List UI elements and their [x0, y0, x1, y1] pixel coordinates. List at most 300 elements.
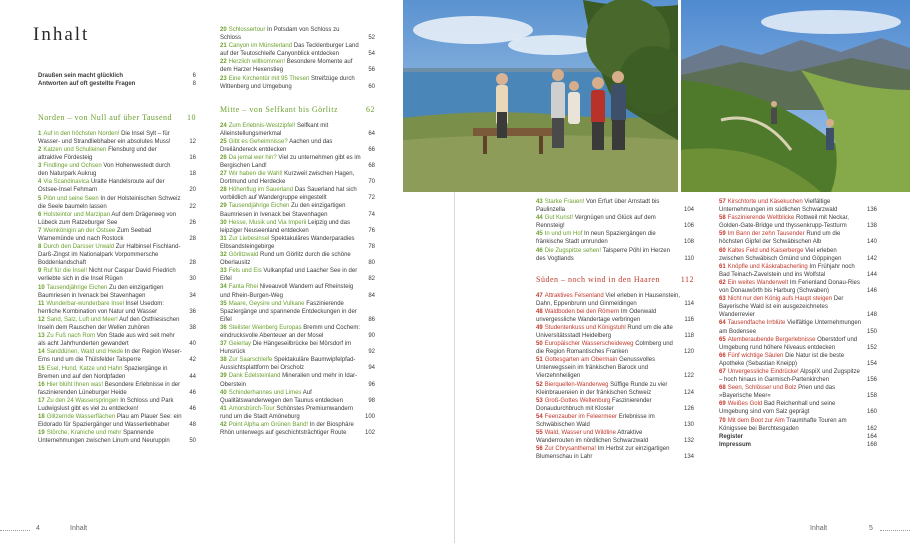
toc-entry-text [220, 42, 365, 58]
toc-entry-number: 54 [536, 413, 543, 420]
toc-entry[interactable] [38, 211, 196, 227]
toc-entry-number: 15 [38, 365, 45, 372]
toc-entry-description: Zu den einzigartigen Baumriesen in Ivenack bei Stavenhagen [38, 284, 164, 299]
toc-entry-title: Geierlay [228, 341, 252, 348]
section-heading-south [536, 275, 694, 286]
toc-entry-title: Hesse, Musik und Via Imperii [228, 219, 307, 226]
toc-entry-page: 126 [683, 405, 694, 412]
toc-entry-text [220, 283, 365, 299]
toc-entry-title: Glitzernde Wasserflächen [46, 414, 116, 421]
footer-rule-left [0, 530, 30, 531]
toc-entry-title: Wir haben die Wahl! [228, 171, 283, 178]
toc-entry-text [719, 319, 867, 335]
toc-entry-number: 39 [220, 373, 227, 380]
toc-entry-text [38, 429, 186, 445]
toc-entry[interactable] [220, 75, 375, 91]
toc-entry[interactable] [719, 214, 877, 230]
toc-entry[interactable] [220, 251, 375, 267]
toc-entry-title: Höhenflug im Sauerland [228, 187, 294, 194]
toc-entry-text [220, 300, 365, 324]
section-title: Norden – von Null auf über Tausend [38, 113, 173, 122]
toc-entry-page: 104 [683, 207, 694, 214]
toc-entry[interactable] [719, 400, 877, 416]
appendix-entry-page: 164 [866, 433, 877, 440]
toc-entry-page: 140 [866, 239, 877, 246]
toc-entry[interactable] [220, 138, 375, 154]
toc-entry-title: Sanddünen, Wald und Heide [46, 349, 124, 356]
toc-entry[interactable] [220, 389, 375, 405]
toc-entry[interactable] [220, 26, 375, 42]
toc-entry-title: Steilster Weinberg Europas [228, 324, 302, 331]
toc-entry-title: Gibt es Geheimnisse? [228, 138, 288, 145]
toc-entry[interactable] [220, 154, 375, 170]
footer-rule-right [880, 530, 910, 531]
toc-entry-number: 5 [38, 195, 42, 202]
toc-entry-title: Starke Frauen! [544, 199, 585, 205]
toc-entry-text [719, 400, 867, 416]
footer-right-label: Inhalt [810, 525, 828, 532]
toc-list [536, 198, 694, 263]
toc-entry-description: In der Holsteinischen Schweiz die Seele baumeln lassen [38, 195, 181, 210]
toc-entry-description: Insel Usedom: herrliche Kombination von Natur und Wasser [38, 300, 164, 315]
toc-entry-page: 150 [866, 328, 877, 335]
toc-entry-page: 28 [189, 260, 196, 267]
toc-entry-text [220, 58, 365, 74]
section-page: 10 [187, 113, 196, 122]
toc-entry-number: 58 [719, 215, 726, 222]
toc-entry-page: 146 [866, 288, 877, 295]
toc-entry-description: Zu den einzigartigen Baumriesen in Ivenack bei Stavenhagen [220, 203, 346, 218]
toc-entry[interactable] [220, 186, 375, 202]
toc-entry[interactable] [38, 178, 196, 194]
toc-entry-description: Im Odenwald unvergessliche Wandertage verbringen [536, 308, 657, 323]
toc-entry-page: 60 [368, 83, 375, 90]
toc-entry-number: 22 [220, 59, 227, 66]
toc-entry[interactable] [38, 146, 196, 162]
toc-entry-text [38, 316, 186, 332]
toc-entry[interactable] [38, 348, 196, 364]
toc-entry-title: Herzlich willkommen! [228, 59, 286, 66]
toc-entry[interactable] [536, 429, 694, 445]
toc-entry-page: 64 [368, 130, 375, 137]
toc-entry-title: Via Scandinavica [43, 179, 90, 186]
toc-entry[interactable] [220, 324, 375, 340]
toc-entry-description: Rund um die höchsten Gipfel der Schwäbischen Alb [719, 231, 841, 246]
toc-entry-page: 130 [683, 422, 694, 429]
mountain-trail-photo [681, 0, 910, 192]
toc-entry-title: In und um Hof [544, 231, 583, 238]
toc-entry-title: Wunderbar-wunderbare Insel [46, 300, 124, 307]
toc-entry[interactable] [536, 292, 694, 308]
toc-entry-number: 65 [719, 336, 726, 343]
toc-entry-page: 76 [368, 227, 375, 234]
toc-entry-description: In der Region Weser-Ems rund um die Thülsfelder Talsperre [38, 349, 182, 364]
toc-entry-description: Erlebnisse im Schwäbischen Wald [536, 413, 655, 429]
toc-column-1 [38, 104, 196, 524]
toc-entry[interactable] [220, 300, 375, 324]
toc-entry-number: 66 [719, 352, 726, 359]
toc-entry-description: Aachen und das Dreiländereck entdecken [220, 138, 333, 153]
toc-entry-text [220, 267, 365, 283]
toc-entry[interactable] [38, 429, 196, 445]
toc-list [719, 198, 877, 433]
toc-entry-page: 136 [866, 207, 877, 214]
toc-entry[interactable] [220, 356, 375, 372]
section-heading-north [38, 113, 196, 124]
toc-entry[interactable] [38, 267, 196, 283]
toc-entry-page: 42 [189, 357, 196, 364]
toc-entry-text [38, 348, 186, 364]
toc-entry-number: 40 [220, 389, 227, 396]
toc-entry-text [536, 198, 684, 214]
toc-entry-page: 70 [368, 179, 375, 186]
hikers-group-photo [403, 0, 678, 192]
toc-entry-number: 60 [719, 247, 726, 254]
toc-entry[interactable] [220, 122, 375, 138]
toc-entry-title: Groß-Gottes Weltenburg [544, 397, 611, 404]
toc-entry-number: 37 [220, 341, 227, 348]
toc-entry-number: 55 [536, 430, 543, 437]
toc-entry-number: 62 [719, 279, 726, 286]
toc-entry-page: 102 [364, 430, 375, 437]
toc-entry-description: In neun Spaziergängen die fränkische Stadt umrunden [536, 231, 656, 246]
toc-entry-page: 120 [683, 349, 694, 356]
toc-entry-text [38, 130, 186, 146]
toc-entry-text [536, 214, 684, 230]
toc-entry-text [536, 308, 684, 324]
toc-entry-title: Zur Chrysanthema! [544, 446, 597, 453]
toc-entry-text [719, 417, 867, 433]
toc-entry[interactable] [220, 405, 375, 421]
toc-entry-number: 49 [536, 324, 543, 331]
toc-entry-description: Traumhafte Touren am Königssee bei Berchtesgaden [719, 417, 847, 432]
toc-entry[interactable] [536, 445, 694, 461]
toc-entry-title: Tausendjährige Eichen [46, 284, 108, 291]
toc-entry-text [719, 214, 867, 230]
section-title: Süden – noch wind in den Haaren [536, 274, 660, 284]
toc-entry-page: 152 [866, 344, 877, 351]
toc-entry[interactable] [38, 195, 196, 211]
toc-entry[interactable] [220, 219, 375, 235]
toc-entry-description: Im Herbst zur einzigartigen Blumenschau in Lahr [536, 446, 670, 461]
toc-entry[interactable] [220, 170, 375, 186]
toc-entry-number: 53 [536, 397, 543, 404]
toc-entry-description: Schönstes Premiumwandern rund um die Stadt Amöneburg [220, 405, 354, 420]
toc-entry[interactable] [719, 295, 877, 319]
intro-entry-text: Draußen sein macht glücklich [38, 73, 124, 79]
toc-entry-title: Schinderhannes und Limes [228, 389, 302, 396]
section-page: 62 [366, 104, 375, 114]
toc-entry-description: Flensburg und der attraktive Fördesteig [38, 146, 157, 162]
toc-entry-text [220, 389, 365, 405]
toc-entry-number: 6 [38, 211, 42, 218]
toc-entry-page: 72 [368, 195, 375, 202]
toc-entry-description: Nicht nur Caspar David Friedrich verliebte sich in die Insel Rügen [38, 268, 176, 283]
toc-entry-number: 43 [536, 199, 543, 205]
toc-entry[interactable] [719, 230, 877, 246]
toc-entry-page: 12 [189, 138, 196, 145]
toc-entry-number: 1 [38, 130, 42, 137]
toc-entry-page: 122 [683, 373, 694, 380]
toc-entry[interactable] [38, 162, 196, 178]
toc-entry-page: 46 [189, 405, 196, 412]
toc-entry[interactable] [220, 235, 375, 251]
toc-entry-page: 162 [866, 425, 877, 432]
toc-entry[interactable] [38, 300, 196, 316]
toc-entry[interactable] [536, 230, 694, 246]
toc-entry-title: Da jemal wer hin? [228, 154, 277, 161]
toc-entry[interactable] [38, 413, 196, 429]
toc-entry-number: 38 [220, 357, 227, 364]
toc-entry-number: 41 [220, 405, 227, 412]
toc-entry-text [38, 243, 186, 267]
toc-entry-number: 30 [220, 219, 227, 226]
toc-list [38, 130, 196, 446]
toc-entry-title: Maare, Geysire und Vulkane [228, 300, 305, 307]
intro-entry-page: 6 [192, 73, 196, 79]
toc-entry[interactable] [536, 198, 694, 214]
toc-entry[interactable] [38, 243, 196, 267]
toc-entry-description: Der Bayerische Wald ist ein ausgezeichnetes Wanderrevier [719, 296, 844, 319]
toc-entry-number: 69 [719, 401, 726, 408]
toc-entry-title: Europäischer Wasserscheideweg [544, 341, 634, 348]
toc-entry-page: 28 [189, 236, 196, 243]
intro-entry[interactable] [38, 72, 196, 80]
appendix-entry-page: 168 [866, 441, 877, 448]
toc-column-3 [536, 198, 694, 528]
toc-entry-description: Prien und das »Bayerische Meer« [719, 385, 836, 400]
toc-entry[interactable] [536, 247, 694, 263]
toc-entry-text [536, 413, 684, 429]
toc-entry-number: 25 [220, 138, 227, 145]
toc-entry-number: 34 [220, 284, 227, 291]
toc-entry-text [38, 332, 186, 348]
toc-entry-number: 47 [536, 292, 543, 299]
toc-entry-number: 20 [220, 27, 227, 33]
toc-entry-title: Atemberaubende Bergerlebnisse [727, 336, 816, 343]
toc-entry[interactable] [536, 397, 694, 413]
toc-list [536, 292, 694, 462]
appendix-entry[interactable] [719, 441, 877, 449]
toc-entry-number: 44 [536, 215, 543, 222]
toc-entry-number: 11 [38, 300, 45, 307]
toc-entry[interactable] [719, 319, 877, 335]
toc-entry-description: In Schloss und Park Ludwigslust gibt es viel zu entdecken! [38, 397, 174, 412]
toc-entry-title: Findlinge und Ochsen [43, 163, 102, 170]
toc-entry-page: 90 [368, 332, 375, 339]
toc-entry[interactable] [220, 283, 375, 299]
toc-entry-title: Fanta Rhei [228, 284, 259, 291]
toc-entry-description: Spektakuläre Baumwipfelpfad-Aussichtsplattform bei Orscholz [220, 357, 356, 372]
toc-entry-title: Schlossertour [228, 27, 266, 33]
toc-entry-description: Genussvolles Unterwegssein im fränkischen Barock und Vierzehnheiligen [536, 357, 656, 380]
toc-entry-description: Vergnügen und Glück auf dem Rennsteig! [536, 215, 656, 230]
toc-entry-page: 16 [189, 155, 196, 162]
toc-entry[interactable] [536, 413, 694, 429]
toc-entry-title: Kirschtorte und Käsekuchen [727, 199, 803, 205]
toc-entry[interactable] [220, 340, 375, 356]
toc-entry-number: 57 [719, 199, 726, 205]
toc-entry-description: Attraktive Wanderrouten im nördlichen Schwarzwald [536, 430, 649, 445]
toc-entry-page: 86 [368, 316, 375, 323]
appendix-entry-text: Impressum [719, 441, 752, 448]
toc-entry-title: Auf in den höchsten Norden! [43, 130, 120, 137]
toc-entry-description: Rund um die alte Universitätsstadt Heidelberg [536, 324, 673, 340]
toc-entry-description: In der Biosphäre Rhön unterwegs auf geschichtsträchtiger Route [220, 422, 354, 437]
appendix-entry[interactable] [719, 433, 877, 441]
toc-entry-page: 100 [364, 413, 375, 420]
toc-entry[interactable] [220, 58, 375, 74]
toc-entry-number: 61 [719, 263, 726, 270]
toc-entry[interactable] [220, 372, 375, 388]
toc-entry[interactable] [38, 316, 196, 332]
toc-entry-description: Vielfältige Unternehmungen im südlichen Schwarzwald [719, 199, 838, 214]
toc-entry[interactable] [220, 421, 375, 437]
toc-entry-text [38, 178, 186, 194]
toc-entry-title: Zum Erlebnis-Westzipfel! [228, 122, 296, 129]
toc-entry-title: Fels und Eis [228, 268, 262, 275]
toc-entry-number: 17 [38, 397, 45, 404]
toc-entry-title: Studentenkuss und Königstuhl [544, 324, 626, 331]
toc-entry-number: 19 [38, 430, 45, 437]
toc-entry-page: 22 [189, 203, 196, 210]
toc-entry-page: 26 [189, 219, 196, 226]
toc-entry-page: 106 [683, 223, 694, 230]
toc-entry-description: Rund um Görlitz durch die schöne Oberlausitz [220, 252, 351, 267]
toc-entry-text [220, 26, 365, 42]
toc-entry-number: 42 [220, 422, 227, 429]
toc-entry[interactable] [220, 202, 375, 218]
toc-entry-text [719, 295, 867, 319]
toc-entry-text [38, 146, 186, 162]
toc-entry-text [536, 292, 684, 308]
toc-entry[interactable] [38, 227, 196, 243]
toc-entry-page: 40 [189, 341, 196, 348]
toc-entry-number: 36 [220, 324, 227, 331]
toc-entry-page: 144 [866, 271, 877, 278]
toc-entry[interactable] [536, 324, 694, 340]
toc-entry-title: Ruf für die Insel! [43, 268, 88, 275]
toc-entry-title: Die Zugspitze sehen! [544, 247, 602, 254]
toc-entry-page: 96 [368, 381, 375, 388]
toc-entry[interactable] [38, 284, 196, 300]
toc-entry-page: 132 [683, 438, 694, 445]
toc-entry-page: 110 [684, 255, 694, 262]
toc-entry-page: 160 [866, 409, 877, 416]
toc-entry-number: 59 [719, 231, 726, 238]
toc-entry[interactable] [38, 130, 196, 146]
toc-entry-title: Plön und seine Seen [43, 195, 99, 202]
toc-entry-text [220, 356, 365, 372]
toc-entry-page: 34 [189, 292, 196, 299]
toc-entry-title: Waldboden bei den Römern [544, 308, 620, 315]
toc-entry-page: 44 [189, 373, 196, 380]
page-title: Inhalt [33, 24, 90, 45]
toc-entry-description: Zur Halbinsel Fischland-Darß-Zingst im Nationalpark Vorpommersche Boddenlandschaft [38, 244, 181, 267]
toc-entry-number: 64 [719, 320, 726, 327]
toc-entry[interactable] [719, 247, 877, 263]
toc-entry-title: Im Bann der zehn Tausender [727, 231, 805, 238]
intro-list [38, 72, 196, 88]
footer-left-label: Inhalt [70, 525, 88, 532]
toc-entry-number: 3 [38, 163, 42, 170]
toc-entry[interactable] [38, 381, 196, 397]
toc-entry[interactable] [536, 308, 694, 324]
toc-entry-description: Vielfältige Unternehmungen am Bodensee [719, 320, 862, 335]
intro-entry-page: 8 [192, 81, 196, 88]
toc-entry[interactable] [719, 384, 877, 400]
toc-entry-title: Wald, Wasser und Wildline [544, 430, 616, 437]
toc-list [220, 122, 375, 438]
toc-entry[interactable] [719, 417, 877, 433]
toc-entry[interactable] [719, 279, 877, 295]
toc-entry-number: 23 [220, 75, 227, 82]
toc-entry[interactable] [220, 267, 375, 283]
toc-entry-description: Plau am Plauer See: ein Eldorado für Spaziergänger und Wasserliebhaber [38, 414, 182, 429]
toc-entry-description: Süffige Runde zu vier Kleinbrauereien in der fränkischen Schweiz [536, 381, 668, 396]
toc-entry[interactable] [536, 356, 694, 380]
toc-entry-title: Amorsbürch-Tour [228, 405, 275, 412]
toc-entry[interactable] [719, 198, 877, 214]
toc-entry-title: Zur Saarschleife [228, 357, 273, 364]
footer-right-page: 5 [869, 525, 873, 532]
toc-entry-page: 18 [189, 171, 196, 178]
toc-entry-description: Kurzweil zwischen Hagen, Dortmund und Herdecke [220, 171, 355, 186]
toc-entry[interactable] [719, 368, 877, 384]
appendix-entry-text: Register [719, 433, 744, 440]
toc-entry-number: 18 [38, 414, 45, 421]
toc-entry-text [536, 340, 684, 356]
toc-entry[interactable] [719, 352, 877, 368]
toc-entry[interactable] [719, 336, 877, 352]
toc-entry[interactable] [38, 332, 196, 348]
toc-entry-number: 9 [38, 268, 42, 275]
toc-entry-description: Faszinierender Donaudurchbruch mit Kloster [536, 397, 652, 412]
toc-entry-description: Von Stade aus wird seit mehr als acht Jahrhunderten gewandert [38, 333, 175, 348]
toc-entry[interactable] [536, 214, 694, 230]
toc-entry-description: Die Insel Sylt – für Wasser- und Strandliebhaber ein absolutes Muss! [38, 130, 171, 145]
toc-entry-number: 12 [38, 316, 45, 323]
toc-entry-number: 56 [536, 446, 543, 453]
toc-entry-description: Auf Qualitätswanderwegen den Taunus entdecken [220, 389, 343, 404]
toc-entry-number: 33 [220, 268, 227, 275]
toc-entry[interactable] [38, 365, 196, 381]
toc-entry-text [220, 219, 365, 235]
toc-entry-description: Uralte Handelsroute auf der Ostsee-Insel Fehmarn [38, 179, 165, 194]
section-title: Mitte – von Selfkant bis Görlitz [220, 104, 338, 114]
toc-entry[interactable] [536, 381, 694, 397]
toc-entry-title: Attraktives Felsenland [544, 292, 604, 299]
toc-entry-page: 20 [189, 187, 196, 194]
toc-entry-text [719, 247, 867, 263]
toc-entry-number: 52 [536, 381, 543, 388]
toc-entry-number: 21 [220, 43, 227, 50]
toc-entry-page: 156 [866, 377, 877, 384]
toc-entry-page: 38 [189, 325, 196, 332]
toc-entry-number: 50 [536, 341, 543, 348]
toc-entry-title: Görlitzwald [228, 252, 259, 259]
toc-entry[interactable] [719, 263, 877, 279]
toc-entry-page: 80 [368, 260, 375, 267]
toc-entry[interactable] [220, 42, 375, 58]
toc-entry-text [719, 336, 867, 352]
toc-entry-text [38, 162, 186, 178]
intro-entry[interactable] [38, 80, 196, 88]
toc-entry-text [38, 211, 186, 227]
toc-entry[interactable] [38, 397, 196, 413]
toc-entry[interactable] [536, 340, 694, 356]
toc-entry-title: Canyon im Münsterland [228, 43, 293, 50]
